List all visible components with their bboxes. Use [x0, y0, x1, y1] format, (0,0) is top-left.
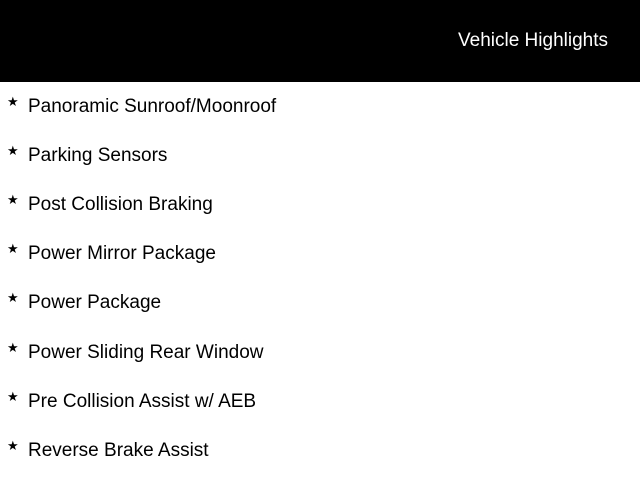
header-bar [0, 0, 640, 82]
list-item [0, 131, 640, 171]
highlight-label: Panoramic Sunroof/Moonroof [28, 96, 277, 117]
list-item [0, 229, 640, 269]
highlight-label: Parking Sensors [28, 145, 168, 166]
list-item [0, 278, 640, 318]
list-item [0, 377, 640, 417]
list-item [0, 82, 640, 122]
highlight-label: Post Collision Braking [28, 194, 213, 215]
star-icon: ★ [7, 340, 19, 355]
star-icon: ★ [7, 389, 19, 404]
highlight-label: Power Sliding Rear Window [28, 342, 264, 363]
highlight-label: Power Mirror Package [28, 243, 216, 264]
list-item [0, 426, 640, 466]
highlights-list [0, 82, 640, 480]
star-icon: ★ [7, 438, 19, 453]
star-icon: ★ [7, 192, 19, 207]
list-item [0, 328, 640, 368]
highlight-label: Power Package [28, 292, 162, 313]
star-icon: ★ [7, 94, 19, 109]
star-icon: ★ [7, 241, 19, 256]
star-icon: ★ [7, 290, 19, 305]
star-icon: ★ [7, 143, 19, 158]
list-item [0, 180, 640, 220]
highlight-label: Pre Collision Assist w/ AEB [28, 391, 257, 412]
highlight-label: Reverse Brake Assist [28, 440, 209, 461]
page-title: Vehicle Highlights [458, 30, 608, 51]
